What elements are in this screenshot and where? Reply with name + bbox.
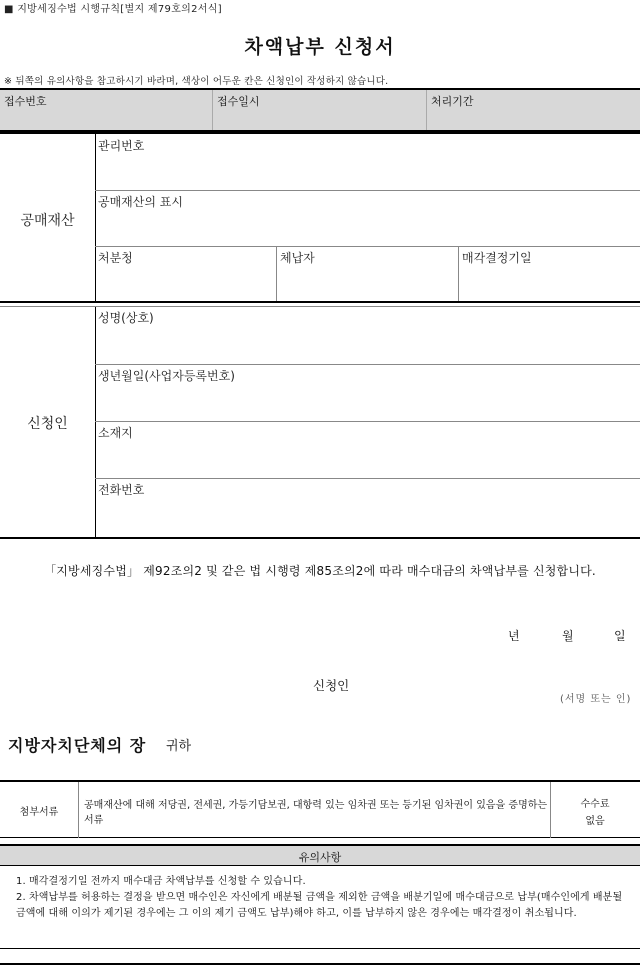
- office-field[interactable]: [96, 264, 276, 300]
- caution-item: 2. 차액납부를 허용하는 결정을 받으면 매수인은 자신에게 배분될 금액을 제외한 금액을 배분기일에 매수대금으로 납부(매수인에게 배분될 금액에 대해 이의가 제기된 경우에는 그 이의 제기 금액도 납부)해야 하고, 이를 납부하지 않은 경우에는 매각결정이 취소됩니다.: [16, 892, 623, 919]
- phone-field[interactable]: [96, 496, 640, 536]
- birth-label: 생년월일(사업자등록번호): [98, 369, 235, 383]
- date-year: 년: [508, 629, 520, 643]
- debtor-label: 체납자: [280, 251, 315, 265]
- sign-hint: (서명 또는 인): [560, 694, 632, 705]
- caution-item: 1. 매각결정기일 전까지 매수대금 차액납부를 신청할 수 있습니다.: [16, 876, 306, 887]
- fee-label: 수수료: [580, 799, 610, 810]
- attachments-label: 첨부서류: [19, 806, 59, 818]
- applicant-signature-label: 신청인: [313, 678, 350, 693]
- name-field[interactable]: [96, 324, 640, 364]
- mgmt-no-label: 관리번호: [98, 139, 145, 153]
- decision-date-field[interactable]: [460, 264, 640, 300]
- applicant-section-label: 신청인: [27, 416, 68, 432]
- property-section-label: 공매재산: [20, 213, 75, 229]
- debtor-field[interactable]: [278, 264, 458, 300]
- address-field[interactable]: [96, 439, 640, 478]
- application-statement: 「지방세징수법」 제92조의2 및 같은 법 시행령 제85조의2에 따라 매수대금의 차액납부를 신청합니다.: [44, 564, 596, 578]
- date-day: 일: [614, 629, 626, 643]
- attachments-text: 공매재산에 대해 저당권, 전세권, 가등기담보권, 대항력 있는 임차권 또는 등기된 임차권이 있음을 증명하는 서류: [84, 800, 548, 826]
- attachments-table: [0, 780, 640, 838]
- name-label: 성명(상호): [98, 311, 154, 325]
- receipt-date-label: 접수일시: [217, 95, 260, 108]
- date-month: 월: [562, 629, 574, 643]
- caution-title: 유의사항: [0, 844, 640, 866]
- phone-label: 전화번호: [98, 483, 145, 497]
- recipient-name: 지방자치단체의 장: [8, 736, 147, 755]
- property-display-label: 공매재산의 표시: [98, 195, 183, 209]
- recipient-suffix: 귀하: [166, 739, 192, 754]
- address-label: 소재지: [98, 426, 133, 440]
- decision-date-label: 매각결정기일: [462, 251, 532, 265]
- fee-value: 없음: [585, 816, 605, 827]
- receipt-bar: [0, 88, 640, 132]
- birth-field[interactable]: [96, 382, 640, 421]
- fee-cell: [550, 796, 640, 830]
- page-title: 차액납부 신청서: [244, 36, 396, 58]
- property-display-field[interactable]: [96, 208, 640, 246]
- caution-list: [16, 874, 631, 922]
- processing-period-label: 처리기간: [431, 95, 474, 108]
- form-reference: ■ 지방세징수법 시행규칙[별지 제79호의2서식]: [4, 4, 222, 15]
- form-note: ※ 뒤쪽의 유의사항을 참고하시기 바라며, 색상이 어두운 칸은 신청인이 작성하지 않습니다.: [4, 76, 389, 87]
- mgmt-no-field[interactable]: [96, 152, 640, 190]
- receipt-number-label: 접수번호: [4, 95, 47, 108]
- office-label: 처분청: [98, 251, 133, 265]
